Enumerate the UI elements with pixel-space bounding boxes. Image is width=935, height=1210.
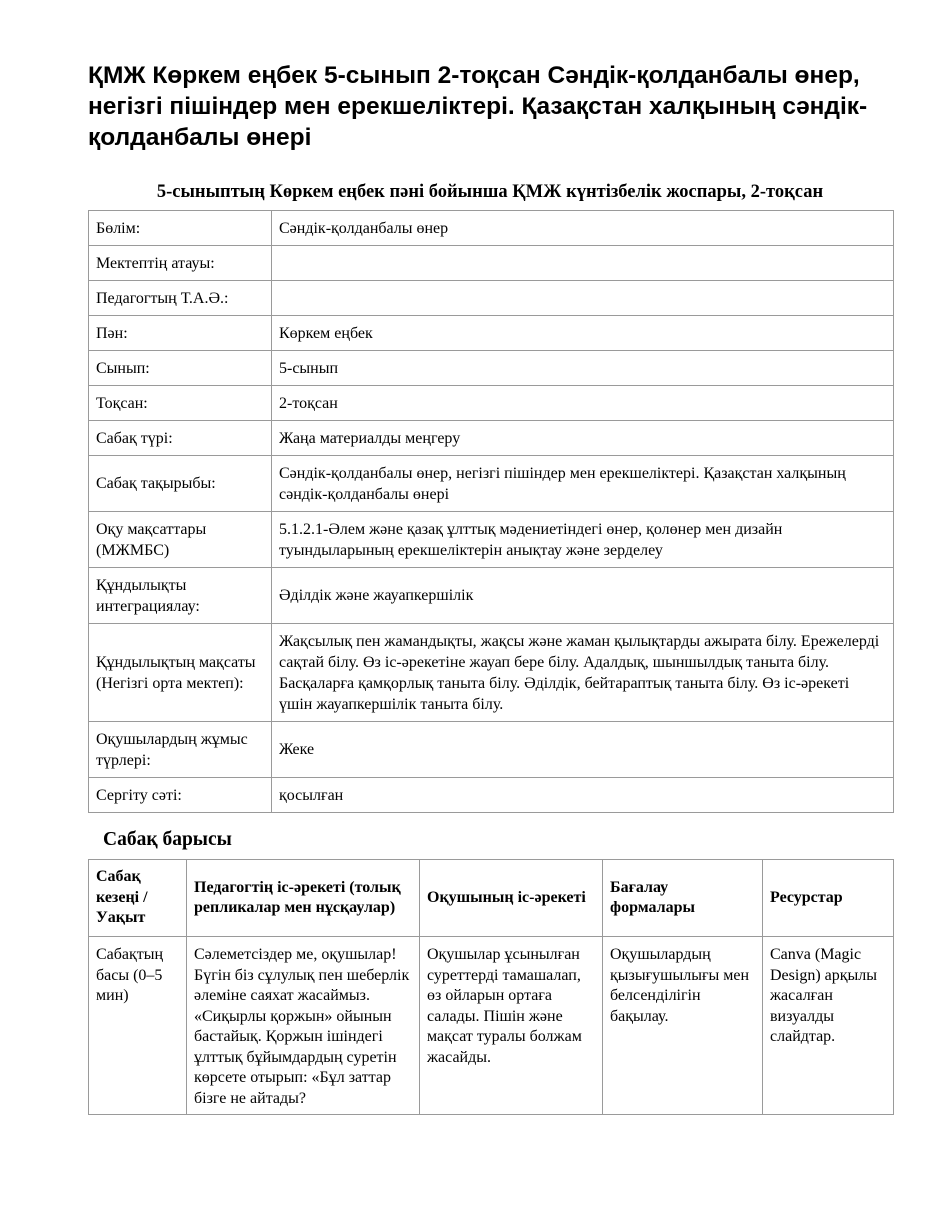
info-value: Сәндік-қолданбалы өнер: [272, 211, 894, 246]
info-label: Сынып:: [89, 351, 272, 386]
info-row: [89, 778, 894, 813]
info-label: Оқу мақсаттары (МЖМБС): [89, 512, 272, 568]
info-label: Педагогтың Т.А.Ә.:: [89, 281, 272, 316]
stage-cell: Сабақтың басы (0–5 мин): [89, 937, 187, 1115]
info-label: Құндылықты интеграциялау:: [89, 568, 272, 624]
info-value: [272, 246, 894, 281]
lesson-info-table: [88, 210, 894, 813]
info-label: Оқушылардың жұмыс түрлері:: [89, 722, 272, 778]
info-label: Сергіту сәті:: [89, 778, 272, 813]
info-value: Жақсылық пен жамандықты, жақсы және жаман қылықтарды ажырата білу. Ережелерді сақтай білу. Өз іс-әрекетіне жауап бере білу. Адалдық, шыншылдық таныта білу. Басқаларға қамқорлық таныта білу. Әділдік, бейтараптық таныта білу. Өз іс-әрекеті үшін жауапкершілік таныта білу.: [272, 624, 894, 722]
assessment-cell: Оқушылардың қызығушылығы мен белсенділігін бақылау.: [603, 937, 763, 1115]
lesson-flow-table: [88, 859, 894, 1115]
info-row: [89, 624, 894, 722]
info-label: Сабақ түрі:: [89, 421, 272, 456]
info-label: Пән:: [89, 316, 272, 351]
info-row: [89, 512, 894, 568]
info-value: [272, 281, 894, 316]
lesson-flow-header-row: [89, 860, 894, 937]
info-value: 5-сынып: [272, 351, 894, 386]
info-label: Сабақ тақырыбы:: [89, 456, 272, 512]
info-value: Жаңа материалды меңгеру: [272, 421, 894, 456]
header-teacher-activity: Педагогтің іс-әрекеті (толық репликалар мен нұсқаулар): [187, 860, 420, 937]
info-label: Құндылықтың мақсаты (Негізгі орта мектеп):: [89, 624, 272, 722]
info-row: [89, 351, 894, 386]
student-activity-cell: Оқушылар ұсынылған суреттерді тамашалап, өз ойларын ортаға салады. Пішін және мақсат туралы болжам жасайды.: [420, 937, 603, 1115]
teacher-activity-cell: Сәлеметсіздер ме, оқушылар! Бүгін біз сұлулық пен шеберлік әлеміне саяхат жасаймыз. «Сиқырлы қоржын» ойынын бастайық. Қоржын ішіндегі ұлттық бұйымдардың суретін көрсете отырып: «Бұл заттар бізге не айтады?: [187, 937, 420, 1115]
header-stage: Сабақ кезеңі / Уақыт: [89, 860, 187, 937]
info-value: Көркем еңбек: [272, 316, 894, 351]
info-value: Әділдік және жауапкершілік: [272, 568, 894, 624]
info-row: [89, 386, 894, 421]
header-student-activity: Оқушының іс-әрекеті: [420, 860, 603, 937]
info-label: Тоқсан:: [89, 386, 272, 421]
info-row: [89, 316, 894, 351]
info-row: [89, 421, 894, 456]
info-label: Бөлім:: [89, 211, 272, 246]
info-row: [89, 456, 894, 512]
info-row: [89, 281, 894, 316]
info-row: [89, 568, 894, 624]
info-value: Сәндік-қолданбалы өнер, негізгі пішіндер мен ерекшеліктері. Қазақстан халқының сәндік-қолданбалы өнері: [272, 456, 894, 512]
info-row: [89, 722, 894, 778]
resources-cell: Canva (Magic Design) арқылы жасалған визуалды слайдтар.: [763, 937, 894, 1115]
document-title: ҚМЖ Көркем еңбек 5-сынып 2-тоқсан Сәндік-қолданбалы өнер, негізгі пішіндер мен ерекшеліктері. Қазақстан халқының сәндік-қолданбалы өнері: [88, 62, 868, 151]
info-label: Мектептің атауы:: [89, 246, 272, 281]
info-value: 2-тоқсан: [272, 386, 894, 421]
lesson-flow-title: Сабақ барысы: [103, 829, 232, 850]
header-assessment: Бағалау формалары: [603, 860, 763, 937]
info-value: қосылған: [272, 778, 894, 813]
info-value: 5.1.2.1-Әлем және қазақ ұлттық мәдениетіндегі өнер, қолөнер мен дизайн туындыларының ерекшеліктерін анықтау және зерделеу: [272, 512, 894, 568]
table-row: [89, 937, 894, 1115]
info-value: Жеке: [272, 722, 894, 778]
document-subtitle: 5-сыныптың Көркем еңбек пәні бойынша ҚМЖ күнтізбелік жоспары, 2-тоқсан: [156, 182, 824, 202]
header-resources: Ресурстар: [763, 860, 894, 937]
info-row: [89, 211, 894, 246]
info-row: [89, 246, 894, 281]
